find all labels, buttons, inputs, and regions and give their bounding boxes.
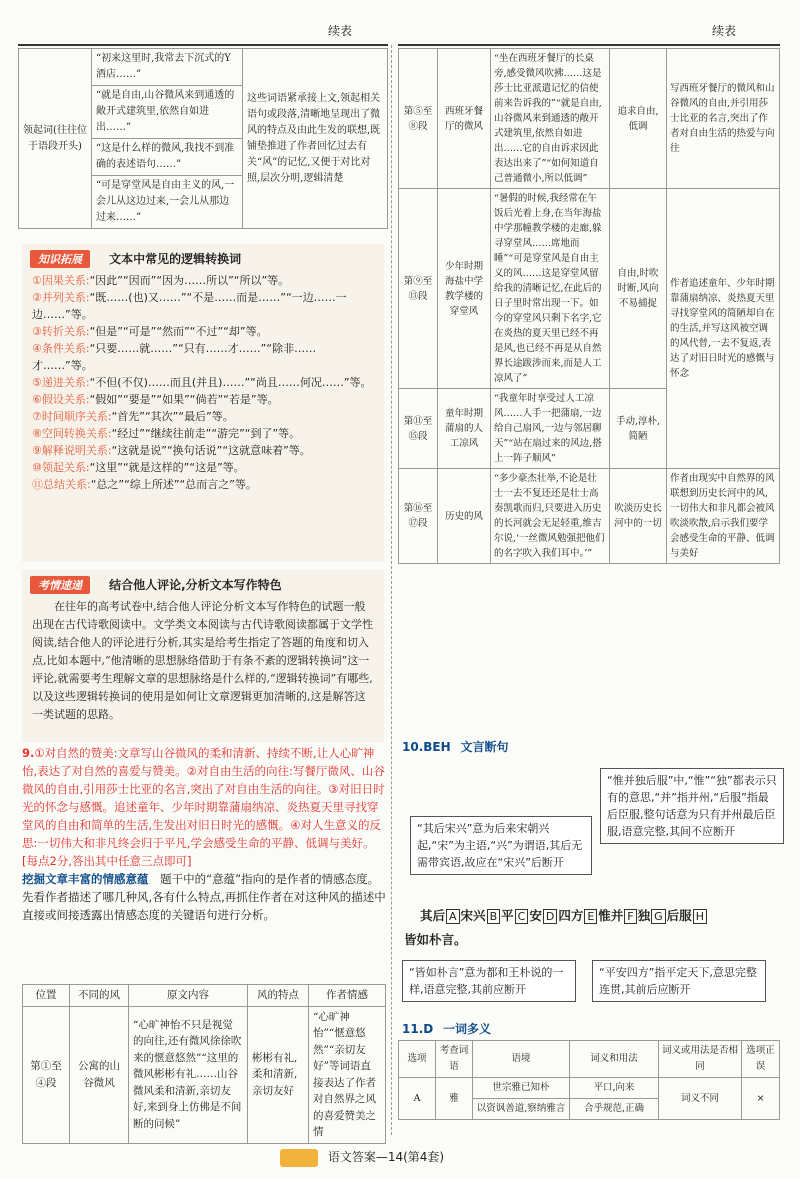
knowledge-item xyxy=(32,425,374,442)
q9-method: 题干中的“意蕴”指向的是作者的情感态度。先看作者描述了哪几种风,各有什么特点,再抓住作者在对这种风的描述中直接或间接透露出情感态度的关键语句进行分析。 xyxy=(22,872,386,922)
break-option-box: F xyxy=(624,909,636,924)
t1-label: 领起词(往往位于语段开头) xyxy=(19,49,92,229)
t2-header-feature: 风的特点 xyxy=(248,985,309,1007)
t3-pos-2: 第⑨至⑬段 xyxy=(399,189,438,389)
q11-h-word: 考查词语 xyxy=(436,1041,473,1078)
knowledge-item xyxy=(32,340,374,374)
sentence-segment: 独 xyxy=(637,908,651,923)
q11-right: × xyxy=(742,1078,780,1120)
t3-emotion-1: 写西班牙餐厅的微风和山谷微风的自由,并引用莎士比亚的名言,突出了作者对自由生活的热爱与向往 xyxy=(667,49,780,189)
break-option-box: H xyxy=(693,909,707,924)
q9-method-tag: 挖掘文章丰富的情感意蕴 xyxy=(22,872,149,886)
q11-h-mean: 词义和用法 xyxy=(570,1041,659,1078)
q9-answer xyxy=(22,744,386,924)
exam-body: 在往年的高考试卷中,结合他人评论分析文本写作特色的试题一般出现在古代诗歌阅读中。文学类文本阅读与古代诗歌阅读都属于文学性阅读,结合他人的评论进行分析,其实是给考生指定了答题的角度和切入点,比如本题中,“他清晰的思想脉络借助于有条不紊的逻辑转换词”这一评论,就需要考生理解文章的思想脉络是什么样的,“逻辑转换词”有哪些,以及这些逻辑转换词的使用是如何让文章逻辑更加清晰的,这是解答这一类试题的思路。 xyxy=(32,600,373,721)
knowledge-item xyxy=(32,323,374,340)
t2-header-wind: 不同的风 xyxy=(70,985,129,1007)
t3-text-1: “坐在西班牙餐厅的长桌旁,感受微风吹拂……这是莎士比亚派遣记忆的信使前来告诉我的”“就是自由,山谷微风来到通透的敞开式建筑里,依然自如进出……它的自由诉求因此表达出来了”“如何知道自己普通微小,所以低调” xyxy=(491,49,610,189)
sentence-segment: 惟并 xyxy=(598,908,624,923)
t3-wind-3: 童年时期蒲扇的人工凉风 xyxy=(438,389,491,469)
lead-word-table xyxy=(18,48,388,229)
knowledge-item xyxy=(32,289,374,323)
q10-sentence xyxy=(420,906,708,924)
exam-tag: 考情速递 xyxy=(30,576,90,594)
t2-text: “心旷神怡不只是视觉的向往,还有微风徐徐吹来的惬意悠然”“这里的微风彬彬有礼……山谷微风柔和清新,亲切友好,来到身上仿佛是不间断的问候” xyxy=(129,1006,248,1143)
t2-header-pos: 位置 xyxy=(23,985,70,1007)
knowledge-item-text: “不但(不仅)……而且(并且)……”“尚且……何况……”等。 xyxy=(89,376,372,389)
knowledge-item-text: “这就是说”“换句话说”“这就意味着”等。 xyxy=(111,444,311,457)
right-header-rule xyxy=(398,44,780,46)
q10-annotation-4: “平安四方”指平定天下,意思完整连贯,其前后应断开 xyxy=(592,960,766,1002)
break-option-box: B xyxy=(487,909,501,924)
knowledge-item-label: ①因果关系: xyxy=(32,274,90,287)
q11-h-same: 词义或用法是否相同 xyxy=(659,1041,742,1078)
t2-emotion: “心旷神怡”“惬意悠然”“亲切友好”等词语直接表达了作者对自然界之风的喜爱赞美之情 xyxy=(309,1006,386,1143)
t3-feature-1: 追求自由,低调 xyxy=(610,49,667,189)
t3-wind-2: 少年时期海盐中学教学楼的穿堂风 xyxy=(438,189,491,389)
left-header-rule xyxy=(18,44,388,46)
q11-table xyxy=(398,1040,780,1120)
column-divider xyxy=(391,45,392,1135)
t2-header-text: 原文内容 xyxy=(129,985,248,1007)
q10-heading xyxy=(402,738,509,755)
t3-feature-3: 手动,淳朴,简陋 xyxy=(610,389,667,469)
q9-answer-text: ①对自然的赞美:文章写山谷微风的柔和清新、持续不断,让人心旷神怡,表达了对自然的喜爱与赞美。②对自由生活的向往:写餐厅微风、山谷微风的自由,引用莎士比亚的名言,突出了对自由生活的向往。③对旧日时光的怀念与感慨。追述童年、少年时期靠蒲扇纳凉、炎热夏天里寻找穿堂风的自由和简单的生活,生发出对旧日时光的感慨。④对人生意义的反思:一切伟大和非凡终会归于平凡,学会感受生命的平静、低调与美好。 xyxy=(22,746,385,850)
q11-heading xyxy=(402,1020,491,1037)
q11-title: 一词多义 xyxy=(443,1022,492,1036)
sentence-segment: 其后 xyxy=(420,908,446,923)
knowledge-item-label: ⑩领起关系: xyxy=(32,461,90,474)
t1-note: 这些词语紧承接上文,领起相关语句或段落,清晰地呈现出了微风的特点及由此生发的联想,既铺垫推进了作者回忆过去有关“风”的记忆,又便于对比对照,层次分明,逻辑清楚 xyxy=(243,49,388,229)
knowledge-tag: 知识拓展 xyxy=(30,250,90,268)
sentence-segment: 安 xyxy=(529,908,542,923)
t3-text-2: “暑假的时候,我经常在午饭后光着上身,在当年海盐中学那幢教学楼的走廊,躲寻穿堂风……席地而睡”“可是穿堂风是自由主义的风……这是穿堂风留给我的清晰记忆,在此后的日子里时常出现一下。如今的穿堂风只剩下名字,它在炎热的夏天里已经不再是风,也已经不再是从自然界长途跋涉而来,而是人工凉风了” xyxy=(491,189,610,389)
footer-text: 语文答案—14(第4套) xyxy=(327,1150,445,1164)
knowledge-item-text: “首先”“其次”“最后”等。 xyxy=(111,410,234,423)
wind-table-2 xyxy=(398,48,780,564)
q11-mean-2: 合乎规范,正确 xyxy=(570,1099,659,1120)
knowledge-box xyxy=(22,244,384,562)
q11-ctx-2: 以资讽善道,察纳雅言 xyxy=(473,1099,570,1120)
knowledge-item xyxy=(32,408,374,425)
knowledge-item xyxy=(32,272,374,289)
t3-feature-4: 吹淡历史长河中的一切 xyxy=(610,469,667,564)
t1-quote-2: “就是自由,山谷微风来到通透的敞开式建筑里,依然自如进出……” xyxy=(92,86,243,139)
q11-h-right: 选项正误 xyxy=(742,1041,780,1078)
left-continued-label: 续表 xyxy=(328,24,353,38)
knowledge-item-text: “假如”“要是”“如果”“倘若”“若是”等。 xyxy=(89,393,279,406)
exam-box xyxy=(22,570,384,742)
t3-text-4: “多少豪杰壮举,不论是壮士一去不复还还是壮士高奏凯歌而归,只要进入历史的长河就会无足轻重,维吉尔说,‘一丝微风勉强把他们的名字吹入我们耳中。’” xyxy=(491,469,610,564)
q11-h-opt: 选项 xyxy=(399,1041,436,1078)
sentence-segment: 四方 xyxy=(558,908,584,923)
t3-pos-3: 第⑪至⑮段 xyxy=(399,389,438,469)
q11-same: 词义不同 xyxy=(659,1078,742,1120)
q10-annotation-2: “惟并独后服”中,“惟”“独”都表示只有的意思,“并”指并州,“后服”指最后臣服,整句话意为只有并州最后臣服,语意完整,其间不应断开 xyxy=(600,768,784,844)
knowledge-item-label: ④条件关系: xyxy=(32,342,90,355)
knowledge-item xyxy=(32,374,374,391)
sentence-segment: 宋兴 xyxy=(460,908,486,923)
knowledge-item-text: “但是”“可是”“然而”“不过”“却”等。 xyxy=(89,325,268,338)
knowledge-item-label: ⑤递进关系: xyxy=(32,376,90,389)
q11-mean-1: 平口,向来 xyxy=(570,1078,659,1099)
sentence-segment: 后服 xyxy=(666,908,692,923)
t3-emotion-4: 作者由现实中自然界的风联想到历史长河中的风,一切伟大和非凡都会被风吹淡吹散,启示我们要学会感受生命的平静、低调与美好 xyxy=(667,469,780,564)
knowledge-item-text: “经过”“继续往前走”“游完”“到了”等。 xyxy=(111,427,301,440)
t2-header-emotion: 作者情感 xyxy=(309,985,386,1007)
knowledge-item-label: ⑧空间转换关系: xyxy=(32,427,112,440)
t3-pos-1: 第⑤至⑧段 xyxy=(399,49,438,189)
t2-wind: 公寓的山谷微风 xyxy=(70,1006,129,1143)
page-footer xyxy=(280,1148,444,1167)
knowledge-item xyxy=(32,391,374,408)
knowledge-item-text: “这里”“就是这样的”“这是”等。 xyxy=(89,461,245,474)
q11-ctx-1: 世宗雅已知朴 xyxy=(473,1078,570,1099)
knowledge-item-text: “既……(也)又……”“不是……而是……”“一边……一边……”等。 xyxy=(32,291,347,321)
break-option-box: C xyxy=(515,909,529,924)
publisher-logo-icon xyxy=(280,1149,318,1167)
t3-pos-4: 第⑯至⑰段 xyxy=(399,469,438,564)
knowledge-item-label: ③转折关系: xyxy=(32,325,90,338)
t3-wind-4: 历史的风 xyxy=(438,469,491,564)
q10-annotation-1: “其后宋兴”意为后来宋朝兴起,“宋”为主语,“兴”为谓语,其后无需带宾语,故应在“宋兴”后断开 xyxy=(410,816,592,875)
right-continued-label: 续表 xyxy=(712,24,737,38)
knowledge-item-label: ⑨解释说明关系: xyxy=(32,444,112,457)
q10-sentence-end: 皆如朴言。 xyxy=(404,932,467,947)
knowledge-item-text: “因此”“因而”“因为……所以”“所以”等。 xyxy=(89,274,290,287)
t3-emotion-2: 作者追述童年、少年时期靠蒲扇纳凉、炎热夏天里寻找穿堂风的简陋却自在的生活,并写这风被空调的风代替,一去不复返,表达了对旧日时光的感慨与怀念 xyxy=(667,189,780,469)
q11-opt: A xyxy=(399,1078,436,1120)
knowledge-list xyxy=(22,272,384,493)
break-option-box: E xyxy=(584,909,597,924)
knowledge-item xyxy=(32,459,374,476)
t3-wind-1: 西班牙餐厅的微风 xyxy=(438,49,491,189)
knowledge-title: 文本中常见的逻辑转换词 xyxy=(109,252,242,266)
wind-table-1 xyxy=(22,984,386,1144)
q11-h-ctx: 语境 xyxy=(473,1041,570,1078)
t2-pos: 第①至④段 xyxy=(23,1006,70,1143)
t3-feature-2: 自由,时吹时断,风向不易捕捉 xyxy=(610,189,667,389)
q9-score: [每点2分,答出其中任意三点即可] xyxy=(22,854,192,868)
q9-number: 9. xyxy=(22,746,35,760)
t1-quote-4: “可是穿堂风是自由主义的风,一会儿从这边过来,一会儿从那边过来……” xyxy=(92,176,243,229)
exam-title: 结合他人评论,分析文本写作特色 xyxy=(109,578,282,592)
break-option-box: D xyxy=(543,909,557,924)
t3-text-3: “我童年时享受过人工凉风……人手一把蒲扇,一边给自己扇风,一边与邻居聊天”“站在扇过来的风边,搭上一阵子顺风” xyxy=(491,389,610,469)
knowledge-item xyxy=(32,476,374,493)
q10-number: 10.BEH xyxy=(402,740,451,754)
break-option-box: G xyxy=(651,909,666,924)
knowledge-item-label: ⑥假设关系: xyxy=(32,393,90,406)
knowledge-item-label: ⑦时间顺序关系: xyxy=(32,410,112,423)
q10-title: 文言断句 xyxy=(460,740,509,754)
q11-number: 11.D xyxy=(402,1022,434,1036)
sentence-segment: 平 xyxy=(501,908,514,923)
q11-word: 雅 xyxy=(436,1078,473,1120)
knowledge-item-text: “只要……就……”“只有……才……”“除非……才……”等。 xyxy=(32,342,317,372)
t1-quote-1: “初来这里时,我常去下沉式的Y酒店……” xyxy=(92,49,243,86)
break-option-box: A xyxy=(446,909,460,924)
knowledge-item-text: “总之”“综上所述”“总而言之”等。 xyxy=(90,478,257,491)
knowledge-item-label: ⑪总结关系: xyxy=(32,478,91,491)
knowledge-item xyxy=(32,442,374,459)
knowledge-item-label: ②并列关系: xyxy=(32,291,90,304)
t2-feature: 彬彬有礼,柔和清新,亲切友好 xyxy=(248,1006,309,1143)
q10-annotation-3: “皆如朴言”意为都和王朴说的一样,语意完整,其前应断开 xyxy=(402,960,576,1002)
t1-quote-3: “这是什么样的微风,我找不到准确的表述语句……” xyxy=(92,139,243,176)
